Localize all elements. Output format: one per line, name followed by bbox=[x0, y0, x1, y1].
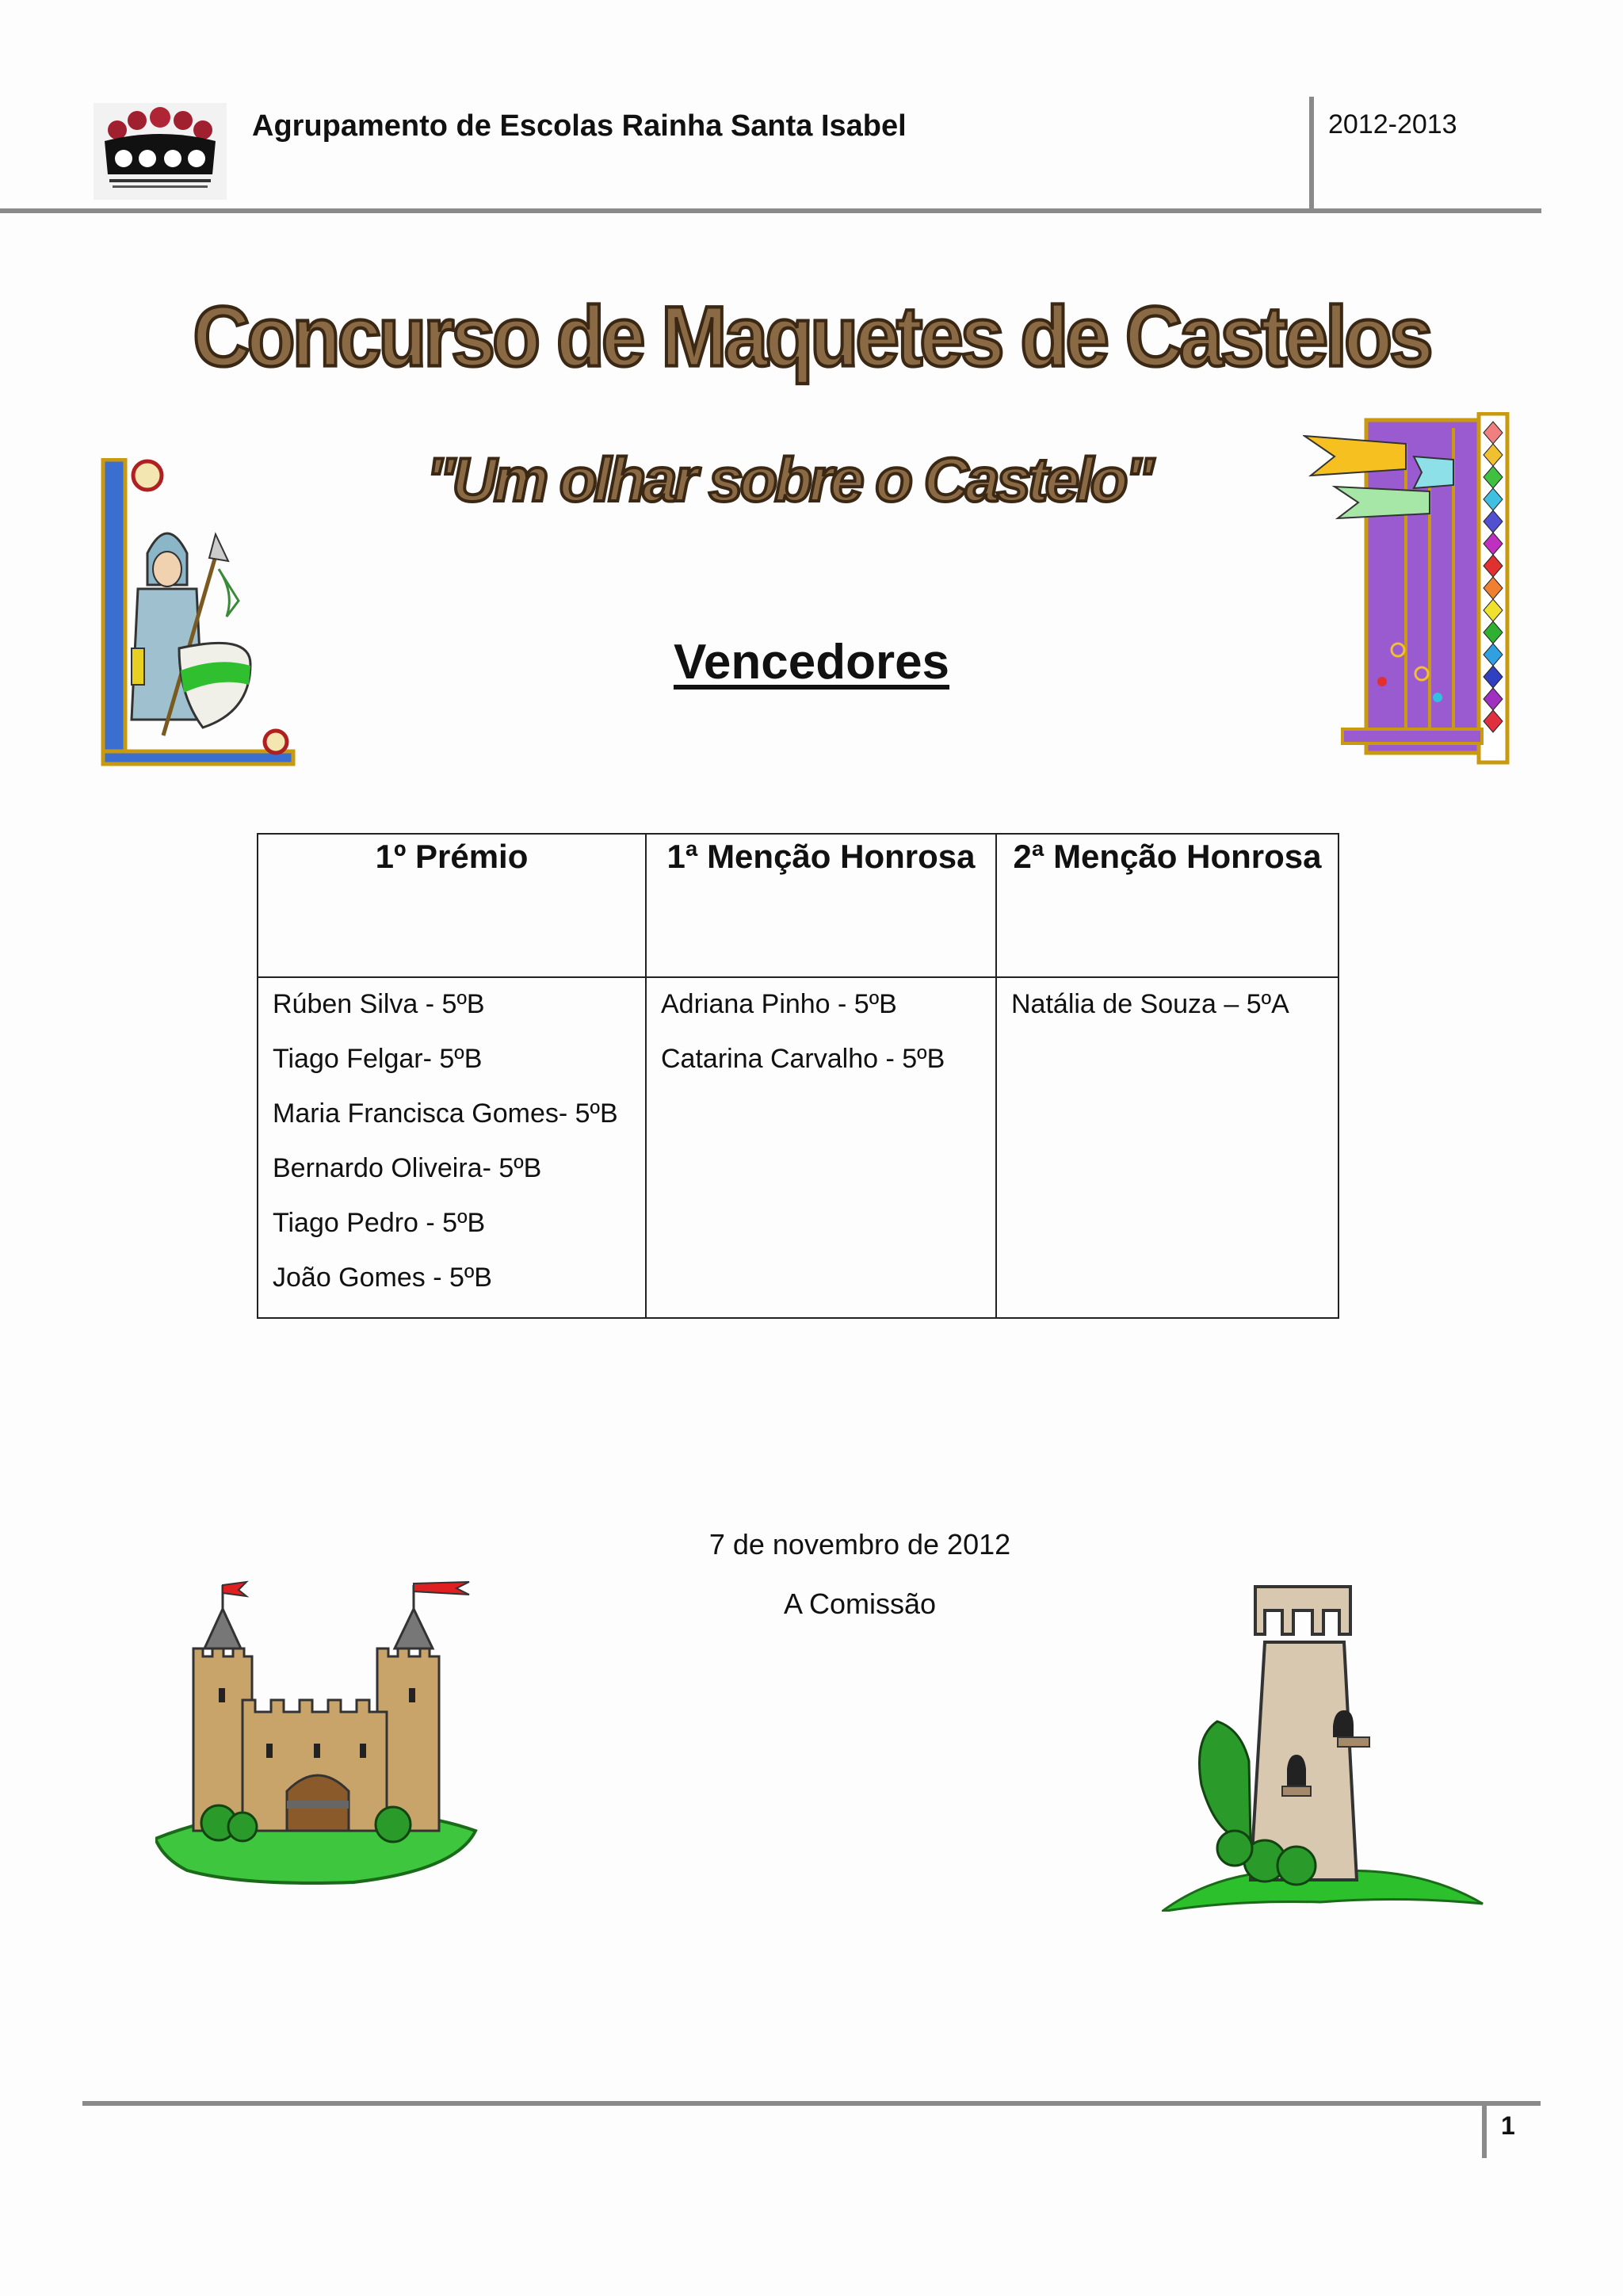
list-item: Adriana Pinho - 5ºB bbox=[661, 989, 897, 1019]
page-title: Concurso de Maquetes de Castelos bbox=[193, 288, 1430, 385]
list-item: Catarina Carvalho - 5ºB bbox=[661, 1044, 945, 1074]
table-row bbox=[258, 977, 1338, 1318]
list-item: Bernardo Oliveira- 5ºB bbox=[273, 1153, 542, 1183]
list-item: Natália de Souza – 5ºA bbox=[1011, 989, 1289, 1019]
first-prize-cell bbox=[258, 977, 646, 1318]
school-logo bbox=[94, 103, 227, 200]
castle-illustration bbox=[155, 1577, 480, 1890]
list-item: João Gomes - 5ºB bbox=[273, 1263, 492, 1293]
list-item: Tiago Pedro - 5ºB bbox=[273, 1208, 486, 1238]
table-header-row bbox=[258, 834, 1338, 977]
school-year: 2012-2013 bbox=[1328, 109, 1457, 139]
tower-illustration bbox=[1162, 1579, 1487, 1912]
school-name: Agrupamento de Escolas Rainha Santa Isabel bbox=[252, 109, 907, 143]
list-item: Tiago Felgar- 5ºB bbox=[273, 1044, 483, 1074]
footer-rule bbox=[82, 2101, 1541, 2106]
header-rule bbox=[0, 208, 1541, 213]
footer-divider bbox=[1482, 2101, 1487, 2158]
header-divider bbox=[1309, 97, 1314, 212]
header-second-honorable-mention: 2ª Menção Honrosa bbox=[996, 834, 1338, 977]
knight-illustration bbox=[100, 458, 298, 767]
header-first-honorable-mention: 1ª Menção Honrosa bbox=[646, 834, 996, 977]
winners-heading: Vencedores bbox=[673, 635, 950, 690]
second-honorable-mention-cell bbox=[996, 977, 1338, 1318]
page-subtitle: "Um olhar sobre o Castelo" bbox=[426, 445, 1151, 514]
page-number: 1 bbox=[1501, 2111, 1515, 2140]
document-date: 7 de novembro de 2012 bbox=[708, 1528, 1011, 1561]
list-item: Maria Francisca Gomes- 5ºB bbox=[273, 1098, 618, 1129]
banners-illustration bbox=[1303, 412, 1517, 766]
first-honorable-mention-cell bbox=[646, 977, 996, 1318]
winners-table bbox=[257, 833, 1339, 1319]
list-item: Rúben Silva - 5ºB bbox=[273, 989, 485, 1019]
signature: A Comissão bbox=[783, 1587, 937, 1620]
header-first-prize: 1º Prémio bbox=[258, 834, 646, 977]
